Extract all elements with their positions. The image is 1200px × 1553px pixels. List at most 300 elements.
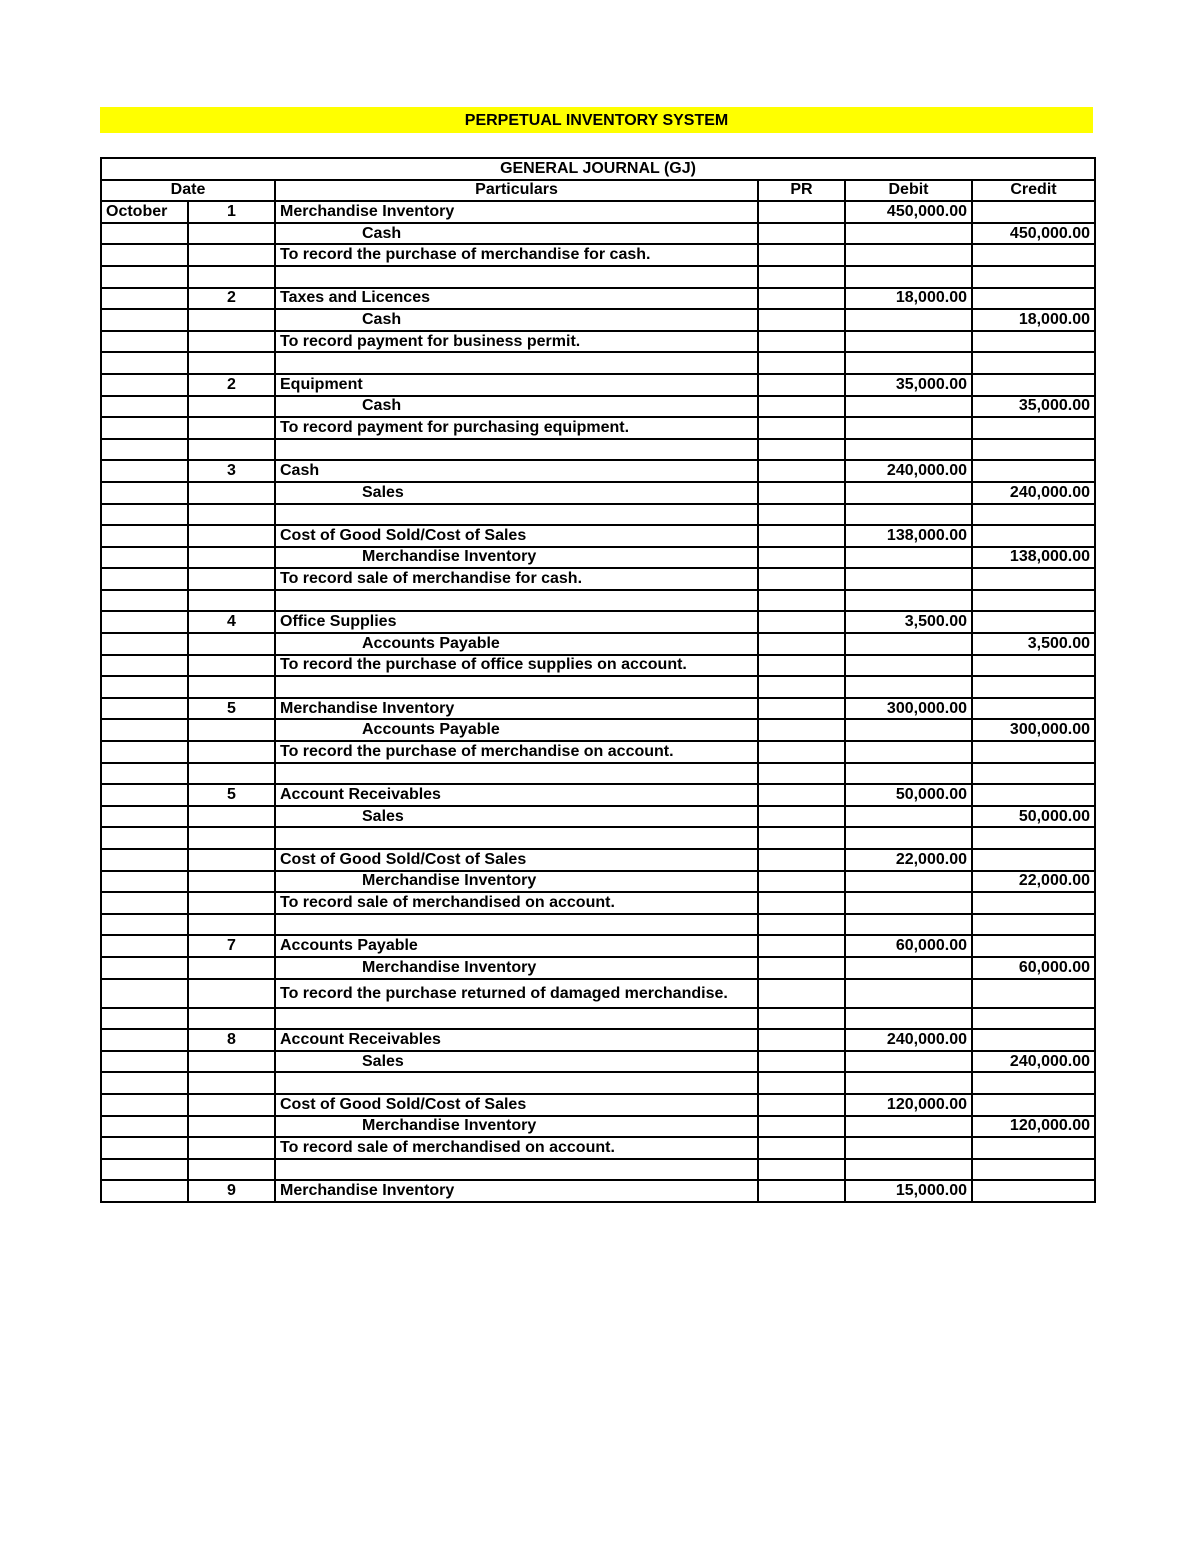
journal-row	[101, 979, 1095, 1008]
particulars-cell	[275, 1072, 758, 1094]
date-month-cell	[101, 331, 188, 353]
journal-row	[101, 482, 1095, 504]
credit-cell	[972, 676, 1095, 698]
credit-cell	[972, 460, 1095, 482]
date-month-cell	[101, 914, 188, 936]
credit-cell	[972, 979, 1095, 1008]
credit-cell	[972, 417, 1095, 439]
debit-cell: 60,000.00	[845, 935, 972, 957]
date-month-cell	[101, 633, 188, 655]
date-day-cell	[188, 914, 275, 936]
date-month-cell	[101, 1008, 188, 1030]
date-month-cell	[101, 396, 188, 418]
particulars-cell: Equipment	[275, 374, 758, 396]
particulars-cell: Sales	[275, 1051, 758, 1073]
journal-row	[101, 827, 1095, 849]
journal-row	[101, 266, 1095, 288]
particulars-cell: Sales	[275, 482, 758, 504]
pr-cell	[758, 741, 845, 763]
date-month-cell	[101, 784, 188, 806]
date-month-cell	[101, 288, 188, 310]
particulars-cell: Office Supplies	[275, 611, 758, 633]
journal-row	[101, 741, 1095, 763]
pr-cell	[758, 504, 845, 526]
particulars-cell: Accounts Payable	[275, 935, 758, 957]
pr-cell	[758, 871, 845, 893]
date-month-cell	[101, 1159, 188, 1181]
pr-cell	[758, 1180, 845, 1202]
journal-row	[101, 568, 1095, 590]
date-day-cell: 3	[188, 460, 275, 482]
debit-cell	[845, 892, 972, 914]
debit-cell	[845, 331, 972, 353]
credit-cell: 50,000.00	[972, 806, 1095, 828]
date-month-cell: October	[101, 201, 188, 223]
date-day-cell	[188, 741, 275, 763]
journal-row	[101, 698, 1095, 720]
particulars-cell: To record sale of merchandised on account.	[275, 892, 758, 914]
particulars-cell	[275, 1159, 758, 1181]
date-day-cell	[188, 827, 275, 849]
debit-cell	[845, 763, 972, 785]
credit-cell	[972, 1029, 1095, 1051]
date-month-cell	[101, 871, 188, 893]
credit-cell	[972, 1159, 1095, 1181]
particulars-cell: To record the purchase of merchandise for cash.	[275, 244, 758, 266]
date-day-cell	[188, 1137, 275, 1159]
date-month-cell	[101, 1180, 188, 1202]
debit-cell	[845, 568, 972, 590]
date-day-cell	[188, 719, 275, 741]
date-day-cell	[188, 266, 275, 288]
date-day-cell	[188, 396, 275, 418]
credit-cell: 35,000.00	[972, 396, 1095, 418]
credit-cell	[972, 244, 1095, 266]
pr-cell	[758, 655, 845, 677]
pr-cell	[758, 957, 845, 979]
date-month-cell	[101, 676, 188, 698]
credit-cell: 138,000.00	[972, 547, 1095, 569]
credit-cell	[972, 784, 1095, 806]
credit-cell	[972, 1008, 1095, 1030]
journal-row	[101, 655, 1095, 677]
particulars-cell: To record payment for purchasing equipment.	[275, 417, 758, 439]
date-day-cell	[188, 482, 275, 504]
credit-cell	[972, 504, 1095, 526]
particulars-cell	[275, 266, 758, 288]
debit-cell: 50,000.00	[845, 784, 972, 806]
pr-cell	[758, 806, 845, 828]
pr-cell	[758, 568, 845, 590]
credit-cell	[972, 1137, 1095, 1159]
credit-cell	[972, 935, 1095, 957]
pr-cell	[758, 439, 845, 461]
journal-row	[101, 525, 1095, 547]
date-day-cell	[188, 871, 275, 893]
date-month-cell	[101, 568, 188, 590]
pr-cell	[758, 914, 845, 936]
credit-cell	[972, 1072, 1095, 1094]
date-month-cell	[101, 223, 188, 245]
debit-cell	[845, 676, 972, 698]
particulars-cell: Merchandise Inventory	[275, 957, 758, 979]
date-month-cell	[101, 849, 188, 871]
date-day-cell	[188, 309, 275, 331]
date-day-cell	[188, 979, 275, 1008]
date-day-cell	[188, 417, 275, 439]
debit-cell	[845, 957, 972, 979]
journal-row	[101, 374, 1095, 396]
credit-cell	[972, 266, 1095, 288]
journal-row	[101, 439, 1095, 461]
particulars-cell: Cash	[275, 223, 758, 245]
debit-cell	[845, 482, 972, 504]
date-day-cell	[188, 547, 275, 569]
debit-cell	[845, 504, 972, 526]
journal-row	[101, 1137, 1095, 1159]
date-month-cell	[101, 439, 188, 461]
pr-cell	[758, 460, 845, 482]
journal-row	[101, 396, 1095, 418]
date-month-cell	[101, 1051, 188, 1073]
date-day-cell	[188, 1094, 275, 1116]
date-month-cell	[101, 979, 188, 1008]
date-month-cell	[101, 611, 188, 633]
particulars-cell: Accounts Payable	[275, 633, 758, 655]
debit-cell	[845, 719, 972, 741]
credit-cell	[972, 914, 1095, 936]
journal-title: GENERAL JOURNAL (GJ)	[101, 158, 1095, 180]
debit-cell	[845, 979, 972, 1008]
pr-cell	[758, 201, 845, 223]
pr-cell	[758, 309, 845, 331]
particulars-cell: Merchandise Inventory	[275, 698, 758, 720]
date-month-cell	[101, 525, 188, 547]
pr-cell	[758, 979, 845, 1008]
particulars-cell	[275, 676, 758, 698]
journal-row	[101, 935, 1095, 957]
particulars-cell	[275, 439, 758, 461]
debit-cell: 15,000.00	[845, 1180, 972, 1202]
date-month-cell	[101, 827, 188, 849]
date-month-cell	[101, 244, 188, 266]
date-month-cell	[101, 417, 188, 439]
journal-row	[101, 1051, 1095, 1073]
credit-cell	[972, 525, 1095, 547]
date-day-cell: 5	[188, 698, 275, 720]
pr-cell	[758, 1094, 845, 1116]
pr-cell	[758, 590, 845, 612]
pr-cell	[758, 331, 845, 353]
debit-cell	[845, 871, 972, 893]
debit-cell	[845, 244, 972, 266]
credit-cell	[972, 590, 1095, 612]
journal-header-row	[101, 180, 1095, 202]
date-month-cell	[101, 504, 188, 526]
debit-cell	[845, 309, 972, 331]
date-month-cell	[101, 957, 188, 979]
credit-cell: 240,000.00	[972, 1051, 1095, 1073]
date-day-cell	[188, 590, 275, 612]
journal-row	[101, 957, 1095, 979]
debit-cell: 240,000.00	[845, 460, 972, 482]
pr-cell	[758, 374, 845, 396]
debit-cell	[845, 633, 972, 655]
particulars-cell: Merchandise Inventory	[275, 547, 758, 569]
date-day-cell	[188, 504, 275, 526]
date-day-cell	[188, 244, 275, 266]
particulars-cell: Account Receivables	[275, 1029, 758, 1051]
debit-cell	[845, 827, 972, 849]
debit-cell: 18,000.00	[845, 288, 972, 310]
journal-row	[101, 806, 1095, 828]
credit-cell	[972, 288, 1095, 310]
particulars-cell	[275, 914, 758, 936]
date-day-cell: 9	[188, 1180, 275, 1202]
journal-row	[101, 784, 1095, 806]
pr-cell	[758, 266, 845, 288]
particulars-cell: To record the purchase of merchandise on account.	[275, 741, 758, 763]
journal-row	[101, 633, 1095, 655]
debit-cell	[845, 655, 972, 677]
journal-row	[101, 871, 1095, 893]
credit-cell	[972, 698, 1095, 720]
journal-row	[101, 763, 1095, 785]
pr-cell	[758, 1072, 845, 1094]
credit-cell	[972, 741, 1095, 763]
debit-cell	[845, 266, 972, 288]
credit-cell	[972, 827, 1095, 849]
debit-cell	[845, 223, 972, 245]
date-day-cell: 2	[188, 288, 275, 310]
journal-row	[101, 244, 1095, 266]
particulars-cell: Cost of Good Sold/Cost of Sales	[275, 525, 758, 547]
credit-cell: 240,000.00	[972, 482, 1095, 504]
journal-row	[101, 590, 1095, 612]
date-month-cell	[101, 763, 188, 785]
particulars-cell: Merchandise Inventory	[275, 871, 758, 893]
journal-title-row	[101, 158, 1095, 180]
header-date: Date	[101, 180, 275, 202]
pr-cell	[758, 1159, 845, 1181]
date-month-cell	[101, 1116, 188, 1138]
date-day-cell	[188, 331, 275, 353]
particulars-cell: To record the purchase returned of damaged merchandise.	[275, 979, 758, 1008]
particulars-cell: Cost of Good Sold/Cost of Sales	[275, 849, 758, 871]
date-day-cell	[188, 1008, 275, 1030]
date-month-cell	[101, 352, 188, 374]
particulars-cell	[275, 504, 758, 526]
particulars-cell: Sales	[275, 806, 758, 828]
pr-cell	[758, 482, 845, 504]
debit-cell	[845, 914, 972, 936]
pr-cell	[758, 547, 845, 569]
journal-row	[101, 611, 1095, 633]
pr-cell	[758, 1137, 845, 1159]
date-day-cell: 4	[188, 611, 275, 633]
journal-body	[101, 201, 1095, 1202]
date-day-cell	[188, 439, 275, 461]
header-pr: PR	[758, 180, 845, 202]
credit-cell	[972, 374, 1095, 396]
journal-row	[101, 547, 1095, 569]
date-day-cell	[188, 1159, 275, 1181]
date-day-cell	[188, 655, 275, 677]
journal-row	[101, 201, 1095, 223]
debit-cell	[845, 1051, 972, 1073]
debit-cell	[845, 417, 972, 439]
pr-cell	[758, 244, 845, 266]
date-day-cell	[188, 849, 275, 871]
debit-cell	[845, 1159, 972, 1181]
journal-row	[101, 309, 1095, 331]
particulars-cell: To record sale of merchandised on account.	[275, 1137, 758, 1159]
general-journal-table	[100, 157, 1096, 1203]
debit-cell: 300,000.00	[845, 698, 972, 720]
credit-cell: 18,000.00	[972, 309, 1095, 331]
pr-cell	[758, 935, 845, 957]
date-day-cell	[188, 957, 275, 979]
date-day-cell: 8	[188, 1029, 275, 1051]
credit-cell: 450,000.00	[972, 223, 1095, 245]
pr-cell	[758, 698, 845, 720]
date-month-cell	[101, 266, 188, 288]
debit-cell	[845, 741, 972, 763]
particulars-cell: Accounts Payable	[275, 719, 758, 741]
pr-cell	[758, 763, 845, 785]
pr-cell	[758, 1029, 845, 1051]
pr-cell	[758, 1008, 845, 1030]
credit-cell	[972, 655, 1095, 677]
debit-cell: 138,000.00	[845, 525, 972, 547]
date-day-cell	[188, 568, 275, 590]
date-month-cell	[101, 1029, 188, 1051]
debit-cell	[845, 439, 972, 461]
date-month-cell	[101, 719, 188, 741]
pr-cell	[758, 892, 845, 914]
credit-cell: 120,000.00	[972, 1116, 1095, 1138]
particulars-cell: Account Receivables	[275, 784, 758, 806]
date-day-cell	[188, 1116, 275, 1138]
particulars-cell	[275, 590, 758, 612]
particulars-cell: Merchandise Inventory	[275, 201, 758, 223]
journal-row	[101, 1116, 1095, 1138]
date-month-cell	[101, 935, 188, 957]
credit-cell	[972, 849, 1095, 871]
particulars-cell: Merchandise Inventory	[275, 1116, 758, 1138]
particulars-cell	[275, 352, 758, 374]
credit-cell: 60,000.00	[972, 957, 1095, 979]
credit-cell	[972, 352, 1095, 374]
credit-cell	[972, 439, 1095, 461]
pr-cell	[758, 525, 845, 547]
debit-cell: 35,000.00	[845, 374, 972, 396]
date-day-cell: 2	[188, 374, 275, 396]
particulars-cell: Cash	[275, 309, 758, 331]
pr-cell	[758, 676, 845, 698]
journal-row	[101, 288, 1095, 310]
journal-row	[101, 223, 1095, 245]
date-day-cell: 1	[188, 201, 275, 223]
debit-cell	[845, 547, 972, 569]
particulars-cell: To record the purchase of office supplies on account.	[275, 655, 758, 677]
credit-cell	[972, 1180, 1095, 1202]
pr-cell	[758, 719, 845, 741]
date-month-cell	[101, 460, 188, 482]
date-day-cell	[188, 525, 275, 547]
date-month-cell	[101, 892, 188, 914]
date-day-cell	[188, 352, 275, 374]
credit-cell	[972, 568, 1095, 590]
particulars-cell	[275, 827, 758, 849]
particulars-cell: Cash	[275, 460, 758, 482]
date-day-cell	[188, 806, 275, 828]
debit-cell	[845, 352, 972, 374]
journal-row	[101, 504, 1095, 526]
date-month-cell	[101, 741, 188, 763]
date-month-cell	[101, 1137, 188, 1159]
date-day-cell	[188, 892, 275, 914]
debit-cell	[845, 1072, 972, 1094]
particulars-cell	[275, 763, 758, 785]
credit-cell	[972, 611, 1095, 633]
debit-cell: 22,000.00	[845, 849, 972, 871]
particulars-cell: Cost of Good Sold/Cost of Sales	[275, 1094, 758, 1116]
particulars-cell: Merchandise Inventory	[275, 1180, 758, 1202]
journal-row	[101, 417, 1095, 439]
credit-cell: 300,000.00	[972, 719, 1095, 741]
debit-cell	[845, 806, 972, 828]
header-particulars: Particulars	[275, 180, 758, 202]
credit-cell	[972, 331, 1095, 353]
pr-cell	[758, 611, 845, 633]
journal-row	[101, 1029, 1095, 1051]
pr-cell	[758, 633, 845, 655]
date-day-cell	[188, 763, 275, 785]
pr-cell	[758, 1116, 845, 1138]
page-banner-title: PERPETUAL INVENTORY SYSTEM	[100, 107, 1093, 133]
pr-cell	[758, 1051, 845, 1073]
debit-cell	[845, 1116, 972, 1138]
credit-cell: 22,000.00	[972, 871, 1095, 893]
date-day-cell: 5	[188, 784, 275, 806]
debit-cell: 450,000.00	[845, 201, 972, 223]
date-month-cell	[101, 374, 188, 396]
pr-cell	[758, 417, 845, 439]
date-day-cell	[188, 676, 275, 698]
credit-cell	[972, 763, 1095, 785]
debit-cell	[845, 590, 972, 612]
journal-row	[101, 719, 1095, 741]
pr-cell	[758, 849, 845, 871]
particulars-cell	[275, 1008, 758, 1030]
journal-row	[101, 1008, 1095, 1030]
date-month-cell	[101, 698, 188, 720]
debit-cell	[845, 396, 972, 418]
date-month-cell	[101, 590, 188, 612]
debit-cell	[845, 1008, 972, 1030]
debit-cell: 120,000.00	[845, 1094, 972, 1116]
header-debit: Debit	[845, 180, 972, 202]
credit-cell: 3,500.00	[972, 633, 1095, 655]
debit-cell: 3,500.00	[845, 611, 972, 633]
journal-row	[101, 892, 1095, 914]
journal-row	[101, 331, 1095, 353]
date-month-cell	[101, 806, 188, 828]
journal-row	[101, 849, 1095, 871]
journal-row	[101, 460, 1095, 482]
credit-cell	[972, 201, 1095, 223]
